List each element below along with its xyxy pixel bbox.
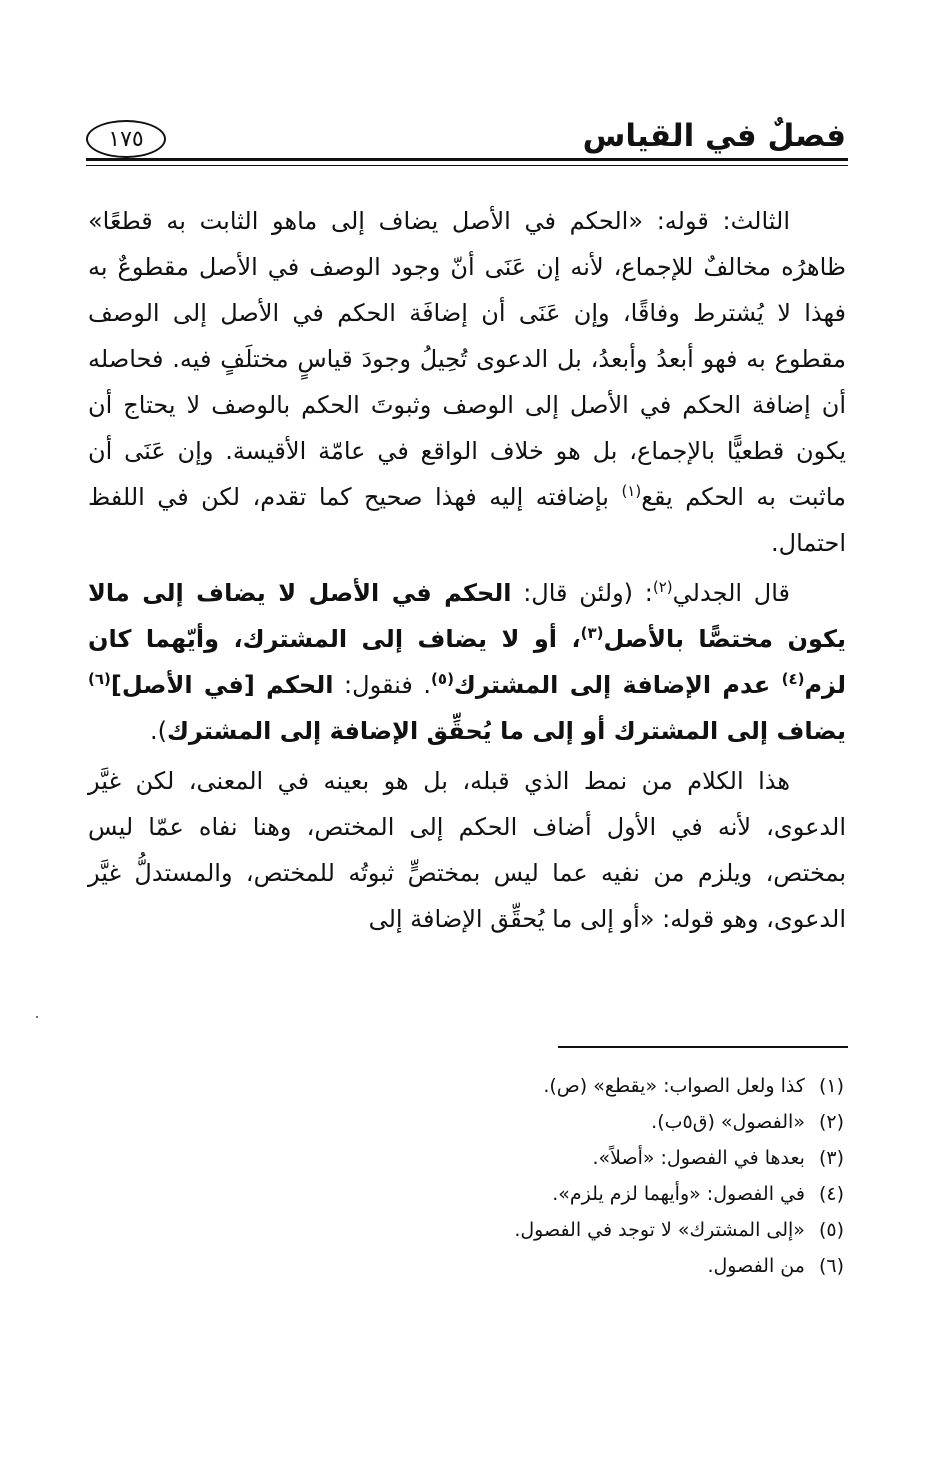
footnote-ref-4: (٤) [781, 670, 805, 688]
page-number-badge [86, 120, 166, 158]
paragraph-1-text-b: بإضافته إليه فهذا صحيح كما تقدم، لكن في اللفظ احتمال. [88, 483, 846, 557]
footnote-text: «الفصول» (ق٥ب). [651, 1111, 805, 1133]
footnote-number: (٤) [818, 1183, 844, 1205]
paragraph-2-bold-b: ، أو لا يضاف إلى المشترك، وأيّهما كان لزم [88, 625, 846, 699]
paragraph-1 [88, 198, 846, 566]
footnote-text: في الفصول: «وأيهما لزم يلزم». [552, 1183, 805, 1205]
footnote-item [324, 1104, 844, 1140]
footnote-number: (٣) [818, 1147, 844, 1169]
page-number: ١٧٥ [108, 126, 144, 152]
paragraph-2-text-d: ). [149, 717, 167, 745]
footnote-separator [558, 1046, 848, 1048]
scan-speck [36, 1016, 38, 1018]
footnote-ref-1: (١) [621, 482, 642, 500]
paragraph-2-bold-e: يضاف إلى المشترك أو إلى ما يُحقِّق الإضافة إلى المشترك [166, 717, 846, 745]
running-header-title: فصلٌ في القياس [582, 118, 846, 154]
footnote-ref-5: (٥) [431, 670, 454, 688]
footnote-ref-6: (٦) [88, 670, 111, 688]
header-rule-thick [86, 158, 848, 161]
paragraph-2-bold-d: الحكم [في الأصل] [110, 671, 334, 699]
footnote-ref-3: (٣) [580, 624, 604, 642]
footnote-number: (٦) [818, 1255, 844, 1277]
footnote-text: كذا ولعل الصواب: «يقطع» (ص). [543, 1075, 805, 1097]
footnote-number: (٥) [818, 1219, 844, 1241]
footnotes [324, 1068, 844, 1284]
footnote-item [324, 1248, 844, 1284]
paragraph-2-bold-c: عدم الإضافة إلى المشترك [453, 671, 782, 699]
footnote-item [324, 1068, 844, 1104]
footnote-item [324, 1140, 844, 1176]
paragraph-2-text-c: . فنقول: [333, 671, 432, 699]
footnote-text: «إلى المشترك» لا توجد في الفصول. [514, 1219, 805, 1241]
main-text [88, 198, 846, 942]
paragraph-2-bold-a: الحكم في الأصل لا يضاف إلى مالا يكون مختصًّا بالأصل [88, 579, 846, 653]
footnote-item [324, 1212, 844, 1248]
footnote-ref-2: (٢) [652, 578, 673, 596]
footnote-text: بعدها في الفصول: «أصلاً». [592, 1147, 805, 1169]
footnote-number: (١) [818, 1075, 844, 1097]
paragraph-2 [88, 570, 846, 754]
paragraph-2-text-b: : (ولئن قال: [511, 579, 653, 607]
paragraph-1-text-a: الثالث: قوله: «الحكم في الأصل يضاف إلى ماهو الثابت به قطعًا» ظاهرُه مخالفٌ للإجماع، لأنه إن عَنَى أنّ وجود الوصف في الأصل مقطوعٌ به فهذا لا يُشترط وفاقًا، وإن عَنَى أن إضافَة الحكم في الأصل إلى الوصف مقطوع به فهو أبعدُ وأبعدُ، بل الدعوى تُحِيلُ وجودَ قياسٍ مختلَفٍ فيه. فحاصله أن إضافة الحكم في الأصل إلى الوصف وثبوتَ الحكم بالوصف لا يحتاج أن يكون قطعيًّا بالإجماع، بل هو خلاف الواقع في عامّة الأقيسة. وإن عَنَى أن ماثبت به الحكم يقع [88, 207, 846, 511]
paragraph-3: هذا الكلام من نمط الذي قبله، بل هو بعينه في المعنى، لكن غيَّر الدعوى، لأنه في الأول أضاف الحكم إلى المختص، وهنا نفاه عمّا ليس بمختص، ويلزم من نفيه عما ليس بمختصٍّ ثبوتُه للمختص، والمستدلُّ غيَّر الدعوى، وهو قوله: «أو إلى ما يُحقِّق الإضافة إلى [88, 767, 846, 933]
paragraph-2-text-a: قال الجدلي [672, 579, 791, 607]
footnote-text: من الفصول. [707, 1255, 805, 1277]
header-rule-thin [86, 165, 848, 166]
footnote-item [324, 1176, 844, 1212]
footnote-number: (٢) [818, 1111, 844, 1133]
